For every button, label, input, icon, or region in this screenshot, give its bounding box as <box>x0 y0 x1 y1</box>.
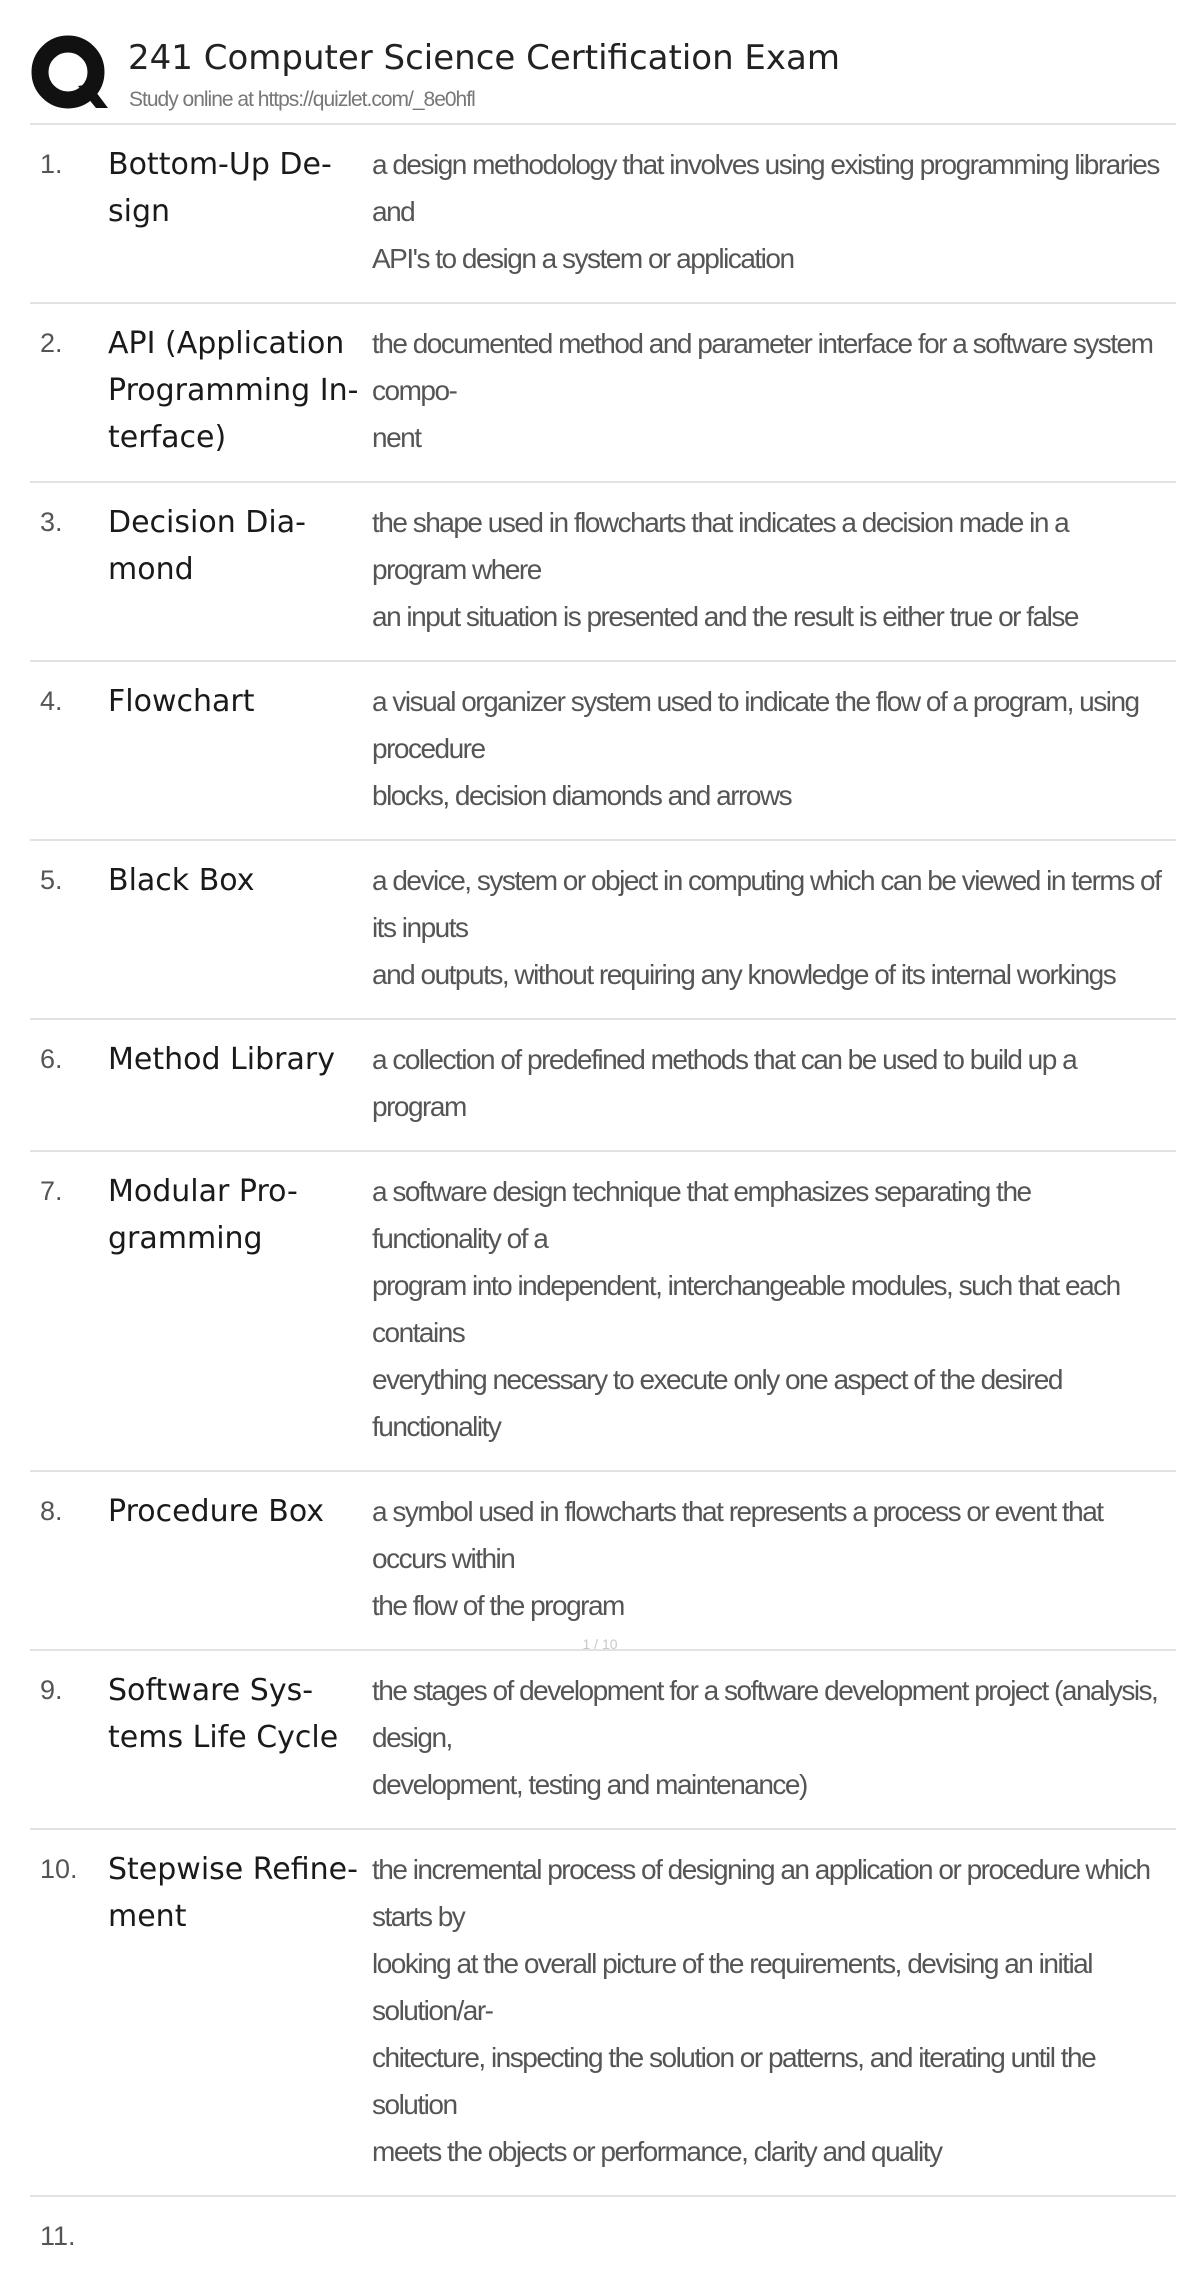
card-number: 6. <box>40 1044 63 1074</box>
card-definition: a software design technique that emphasizes separating the functionality of a program into independent, interchangeable modules, such that each contains everything necessary to execute only one aspect of the desired functionality <box>372 1176 1120 1442</box>
flashcard-row <box>30 1020 1176 1152</box>
flashcard-row <box>30 1830 1176 2197</box>
document-header <box>30 30 1176 120</box>
flashcard-row <box>30 304 1176 483</box>
card-definition: a symbol used in flowcharts that represents a process or event that occurs within the flow of the program <box>372 1496 1103 1621</box>
card-term: Flowchart <box>108 684 255 719</box>
document-title: 241 Computer Science Certification Exam <box>128 38 840 78</box>
flashcard-row <box>30 662 1176 841</box>
flashcard-row <box>30 1152 1176 1472</box>
card-definition: a collection of predefined methods that can be used to build up a program <box>372 1044 1077 1122</box>
flashcard-row <box>30 1472 1176 1651</box>
flashcard-row <box>30 125 1176 304</box>
card-definition: the shape used in flowcharts that indicates a decision made in a program where an input situation is presented and the result is either true or false <box>372 507 1078 632</box>
card-term: Modular Pro- gramming <box>108 1174 298 1256</box>
card-number: 11. <box>40 2221 76 2251</box>
card-term: API (Application Programming In- terface) <box>108 326 359 455</box>
flashcard-row <box>30 841 1176 1020</box>
card-term: Black Box <box>108 863 255 898</box>
card-number: 4. <box>40 686 63 716</box>
card-definition: the documented method and parameter interface for a software system compo- nent <box>372 328 1153 453</box>
card-definition: a design methodology that involves using existing programming libraries and API's to design a system or application <box>372 149 1159 274</box>
card-definition: a visual organizer system used to indicate the flow of a program, using procedure blocks, decision diamonds and arrows <box>372 686 1139 811</box>
card-term: Method Library <box>108 1042 335 1077</box>
card-term: Procedure Box <box>108 1494 325 1529</box>
flashcard-row <box>30 2197 1176 2280</box>
card-term: Software Sys- tems Life Cycle <box>108 1673 339 1755</box>
flashcard-row <box>30 1651 1176 1830</box>
card-definition: a device, system or object in computing which can be viewed in terms of its inputs and outputs, without requiring any knowledge of its internal workings <box>372 865 1161 990</box>
flashcard-list <box>30 125 1176 2280</box>
flashcard-row <box>30 483 1176 662</box>
document-subtitle: Study online at https://quizlet.com/_8e0hfl <box>129 88 475 111</box>
card-number: 5. <box>40 865 63 895</box>
card-term: Stepwise Refine- ment <box>108 1852 358 1934</box>
card-term: Decision Dia- mond <box>108 505 306 587</box>
card-number: 1. <box>40 149 63 179</box>
card-definition: the incremental process of designing an application or procedure which starts by looking at the overall picture of the requirements, devising an initial solution/ar- chitecture, inspecting the solution or patterns, and iterating until the solution meets the objects or performance, clarity and quality <box>372 1854 1150 2167</box>
card-definition: the stages of development for a software development project (analysis, design, development, testing and maintenance) <box>372 1675 1158 1800</box>
card-number: 7. <box>40 1176 63 1206</box>
card-number: 8. <box>40 1496 63 1526</box>
card-number: 10. <box>40 1854 78 1884</box>
page-number: 1 / 10 <box>582 1636 618 1652</box>
quizlet-logo-icon <box>30 34 110 114</box>
card-number: 3. <box>40 507 63 537</box>
card-term: Bottom-Up De- sign <box>108 147 332 229</box>
card-number: 2. <box>40 328 63 358</box>
card-number: 9. <box>40 1675 63 1705</box>
